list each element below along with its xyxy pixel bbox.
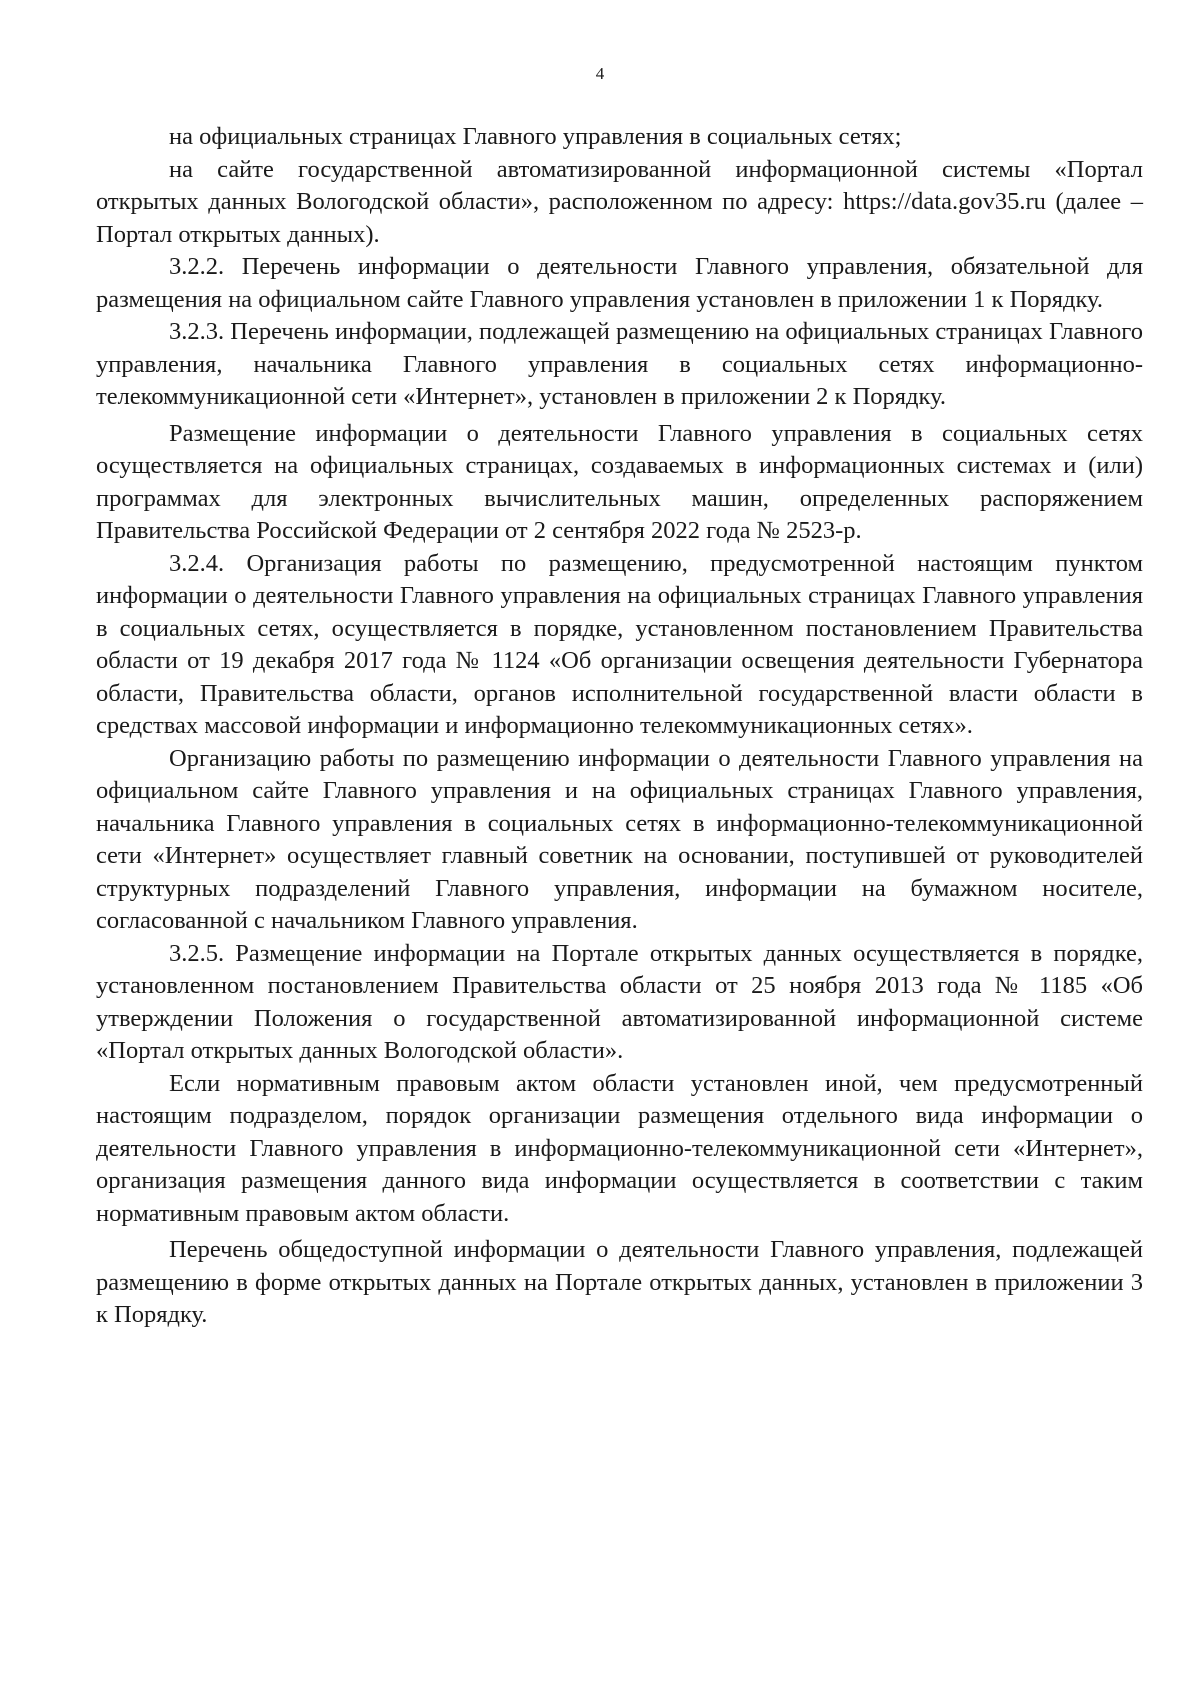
paragraph-3-2-4: 3.2.4. Организация работы по размещению, предусмотренной настоящим пунктом информации о деятельности Главного управления на официальных страницах Главного управления в социальных сетях, осуществляется в порядке, установленном постановлением Правительства области от 19 декабря 2017 года № 1124 «Об организации освещения деятельности Губернатора области, Правительства области, органов исполнительной государственной власти области в средствах массовой информации и информационно телекоммуникационных сетях». — [96, 549, 1143, 739]
paragraph-open-data-list: Перечень общедоступной информации о деятельности Главного управления, подлежащей размещению в форме открытых данных на Портале открытых данных, установлен в приложении 3 к Порядку. — [96, 1236, 1143, 1328]
paragraph-3-2-3: 3.2.3. Перечень информации, подлежащей размещению на официальных страницах Главного управления, начальника Главного управления в социальных сетях информационно-телекоммуникационной сети «Интернет», установлен в приложении 2 к Порядку. — [96, 318, 1143, 410]
paragraph-open-data-portal-site: на сайте государственной автоматизированной информационной системы «Портал открытых данных Вологодской области», расположенном по адресу: https://data.gov35.ru (далее – Портал открытых данных). — [96, 155, 1143, 248]
document-body — [96, 121, 1143, 1332]
paragraph-work-organization: Организацию работы по размещению информации о деятельности Главного управления на официальном сайте Главного управления и на официальных страницах Главного управления, начальника Главного управления в социальных сетях в информационно-телекоммуникационной сети «Интернет» осуществляет главный советник на основании, поступившей от руководителей структурных подразделений Главного управления, информации на бумажном носителе, согласованной с начальником Главного управления. — [96, 744, 1143, 934]
paragraph-3-2-5: 3.2.5. Размещение информации на Портале открытых данных осуществляется в порядке, установленном постановлением Правительства области от 25 ноября 2013 года № 1185 «Об утверждении Положения о государственной автоматизированной информационной системе «Портал открытых данных Вологодской области». — [96, 939, 1143, 1064]
paragraph-3-2-2: 3.2.2. Перечень информации о деятельности Главного управления, обязательной для размещения на официальном сайте Главного управления установлен в приложении 1 к Порядку. — [96, 253, 1143, 313]
page-number: 4 — [595, 64, 605, 83]
paragraph-social-networks-placement: Размещение информации о деятельности Главного управления в социальных сетях осуществляется на официальных страницах, создаваемых в информационных системах и (или) программах для электронных вычислительных машин, определенных распоряжением Правительства Российской Федерации от 2 сентября 2022 года № 2523-р. — [96, 419, 1143, 544]
paragraph-official-pages: на официальных страницах Главного управления в социальных сетях; — [169, 123, 902, 150]
paragraph-other-normative-act: Если нормативным правовым актом области установлен иной, чем предусмотренный настоящим подразделом, порядок организации размещения отдельного вида информации о деятельности Главного управления в информационно-телекоммуникационной сети «Интернет», организация размещения данного вида информации осуществляется в соответствии с таким нормативным правовым актом области. — [96, 1069, 1143, 1227]
